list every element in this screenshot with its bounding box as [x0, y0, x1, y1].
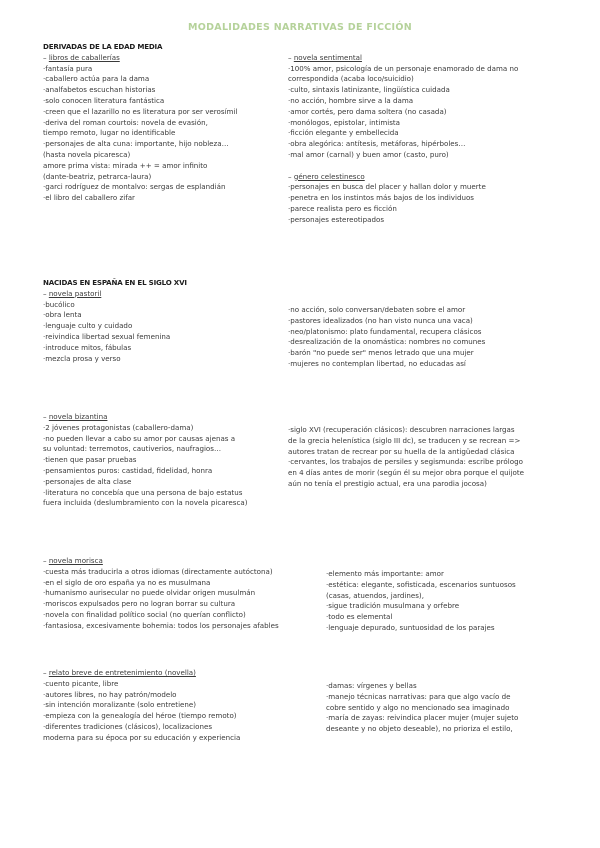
list-item: ·fantasiosa, excesivamente bohemia: todos los personajes afables: [43, 620, 279, 630]
list-item: ·reivindica libertad sexual femenina: [43, 331, 171, 341]
relato-left: [43, 668, 323, 744]
list-item: correspondida (acaba loco/suicidio): [288, 74, 414, 84]
list-item: ·fantasía pura: [43, 63, 93, 73]
list-item: ·amor cortés, pero dama soltera (no casada): [288, 106, 447, 116]
list-item: ·elemento más importante: amor: [326, 569, 444, 578]
list-item: ·sin intención moralizante (solo entretiene): [43, 700, 197, 710]
list-item: ·personajes en busca del placer y hallan dolor y muerte: [288, 182, 486, 192]
relato-right: [326, 681, 566, 735]
list-item: ·solo conocen literatura fantástica: [43, 95, 165, 105]
list-item: ·cervantes, los trabajos de persiles y segismunda: escribe prólogo: [288, 457, 523, 467]
pastoril-left: [43, 278, 283, 364]
list-item: ·literatura no concebía que una persona de bajo estatus: [43, 487, 243, 497]
list-item: ·pensamientos puros: castidad, fidelidad, honra: [43, 465, 213, 475]
list-item: en 4 días antes de morir (según él su mejor obra porque el quijote: [288, 468, 525, 478]
list-item: ·damas: vírgenes y bellas: [326, 681, 417, 690]
edad-media-right: [288, 53, 568, 226]
list-item: amore prima vista: mirada ++ = amor infinito: [43, 160, 208, 170]
list-item: ·100% amor, psicología de un personaje enamorado de dama no: [288, 63, 519, 73]
list-item: ·analfabetos escuchan historias: [43, 85, 156, 95]
list-item: ·parece realista pero es ficción: [288, 203, 397, 213]
list-item: moderna para su época por su educación y experiencia: [43, 732, 241, 742]
list-item: ·novela con finalidad político social (no querían conflicto): [43, 609, 246, 619]
list-item: ·diferentes tradiciones (clásicos), localizaciones: [43, 721, 213, 731]
list-item: de la grecia helenística (siglo III dc), se traducen y se recrean =>: [288, 435, 521, 445]
list-item: tiempo remoto, lugar no identificable: [43, 128, 176, 138]
list-item: fuera incluida (deslumbramiento con la novela picaresca): [43, 498, 248, 508]
list-item: ·autores libres, no hay patrón/modelo: [43, 689, 177, 699]
list-item: su voluntad: terremotos, cautiverios, naufragios…: [43, 444, 222, 454]
list-item: ·cuesta más traducirla a otros idiomas (directamente autóctona): [43, 566, 273, 576]
morisca-right: [326, 569, 566, 634]
list-item: ·ficción elegante y embellecida: [288, 128, 399, 138]
subsection-title: – libros de caballerías: [43, 52, 120, 62]
list-item: cobre sentido y algo no mencionado sea imaginado: [326, 702, 510, 712]
list-item: ·cuento picante, libre: [43, 678, 119, 688]
list-item: ·lenguaje culto y cuidado: [43, 321, 133, 331]
list-item: ·neo/platonismo: plato fundamental, recupera clásicos: [288, 326, 482, 336]
list-item: ·en el siglo de oro españa ya no es musulmana: [43, 577, 211, 587]
list-item: aún no tenía el prestigio actual, era una parodia jocosa): [288, 478, 487, 488]
list-item: ·humanismo aurisecular no puede olvidar origen musulmán: [43, 588, 256, 598]
bizantina-left: [43, 412, 283, 509]
list-item: ·desrealización de la onomástica: nombres no comunes: [288, 337, 486, 347]
list-item: ·no acción, solo conversan/debaten sobre el amor: [288, 305, 466, 314]
list-item: ·manejo técnicas narrativas: para que algo vacío de: [326, 691, 511, 701]
list-item: ·creen que el lazarillo no es literatura por ser verosímil: [43, 106, 238, 116]
list-item: ·tienen que pasar pruebas: [43, 455, 137, 465]
edad-media-left: [43, 42, 283, 204]
list-item: ·garci rodríguez de montalvo: sergas de esplandián: [43, 182, 226, 192]
subsection-title: – novela morisca: [43, 556, 103, 565]
section-heading: DERIVADAS DE LA EDAD MEDIA: [43, 42, 163, 51]
list-item: ·siglo XVI (recuperación clásicos): descubren narraciones largas: [288, 425, 515, 434]
subsection-title: – novela sentimental: [288, 52, 362, 62]
list-item: ·pastores idealizados (no han visto nunca una vaca): [288, 315, 473, 325]
list-item: ·maría de zayas: reivindica placer mujer (mujer sujeto: [326, 713, 519, 723]
list-item: (casas, atuendos, jardines),: [326, 590, 424, 600]
list-item: ·introduce mitos, fábulas: [43, 342, 132, 352]
subsection-title: – género celestinesco: [288, 171, 365, 181]
list-item: ·empieza con la genealogía del héroe (tiempo remoto): [43, 711, 237, 721]
pastoril-right: [288, 305, 568, 370]
list-item: ·obra lenta: [43, 310, 82, 320]
list-item: ·todo es elemental: [326, 612, 393, 622]
page-title: MODALIDADES NARRATIVAS DE FICCIÓN: [187, 22, 412, 33]
list-item: ·no pueden llevar a cabo su amor por causas ajenas a: [43, 433, 236, 443]
list-item: ·personajes estereotipados: [288, 214, 385, 224]
bizantina-right: [288, 425, 568, 490]
list-item: ·monólogos, epistolar, intimista: [288, 117, 401, 127]
list-item: ·moriscos expulsados pero no logran borrar su cultura: [43, 599, 236, 609]
list-item: ·barón "no puede ser" menos letrado que una mujer: [288, 348, 474, 358]
list-item: ·culto, sintaxis latinizante, lingüística cuidada: [288, 85, 450, 95]
morisca-left: [43, 556, 323, 632]
list-item: ·el libro del caballero zifar: [43, 193, 135, 203]
list-item: ·bucólico: [43, 299, 75, 309]
list-item: ·estética: elegante, sofisticada, escenarios suntuosos: [326, 579, 516, 589]
list-item: ·no acción, hombre sirve a la dama: [288, 95, 414, 105]
subsection-title: – novela pastoril: [43, 288, 102, 298]
list-item: ·caballero actúa para la dama: [43, 74, 150, 84]
list-item: ·obra alegórica: antítesis, metáforas, hipérboles…: [288, 139, 466, 149]
subsection-title: – relato breve de entretenimiento (novella): [43, 668, 196, 677]
list-item: ·lenguaje depurado, suntuosidad de los parajes: [326, 622, 495, 632]
list-item: (hasta novela picaresca): [43, 149, 131, 159]
list-item: ·sigue tradición musulmana y orfebre: [326, 601, 460, 611]
subsection-title: – novela bizantina: [43, 412, 108, 421]
list-item: ·deriva del roman courtois: novela de evasión,: [43, 117, 208, 127]
list-item: ·personajes de alta clase: [43, 476, 132, 486]
list-item: ·2 jóvenes protagonistas (caballero-dama): [43, 422, 194, 432]
list-item: ·personajes de alta cuna: importante, hijo nobleza…: [43, 139, 229, 149]
section-heading: NACIDAS EN ESPAÑA EN EL SIGLO XVI: [43, 278, 187, 287]
list-item: ·mujeres no contemplan libertad, no educadas así: [288, 358, 466, 368]
list-item: ·mezcla prosa y verso: [43, 353, 121, 363]
list-item: autores tratan de recrear por su huella de la antigüedad clásica: [288, 446, 515, 456]
list-item: ·penetra en los instintos más bajos de los individuos: [288, 193, 474, 203]
list-item: deseante y no objeto deseable), no prioriza el estilo,: [326, 724, 513, 734]
list-item: ·mal amor (carnal) y buen amor (casto, puro): [288, 149, 449, 159]
list-item: (dante-beatriz, petrarca-laura): [43, 171, 152, 181]
